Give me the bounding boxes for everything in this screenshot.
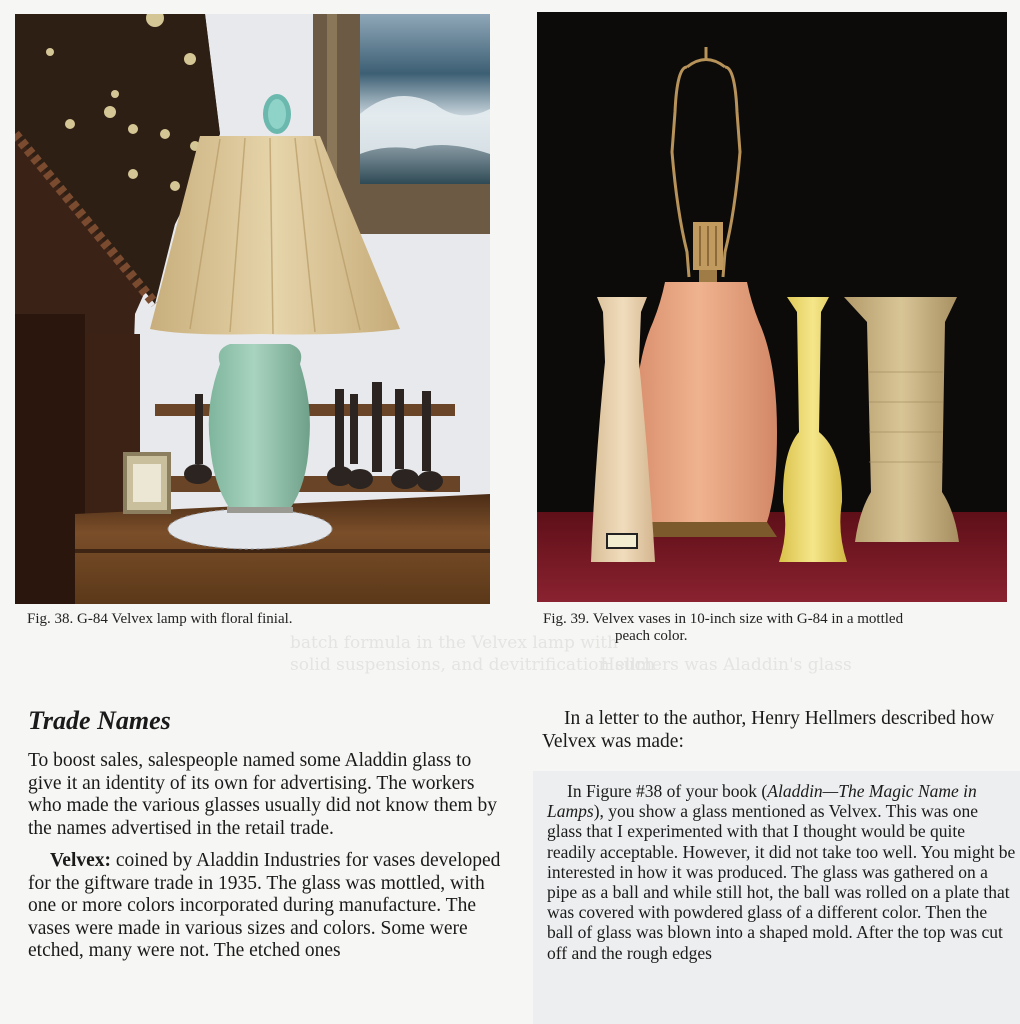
figure-39-caption-line1: Fig. 39. Velvex vases in 10-inch size with G-84 in a mottled <box>543 611 904 627</box>
trade-names-paragraph: To boost sales, salespeople named some Aladdin glass to give it an identity of its own for advertising. The workers who made the various glasses usually did not know them by the names advertised in the retail trade. <box>28 750 498 839</box>
right-column <box>542 708 1012 753</box>
letter-quote-text <box>547 781 1017 963</box>
quote-part-2: ), you show a glass mentioned as Velvex. This was one glass that I experimented with that I thought would be quite readily acceptable. However, it did not take too well. You might be interested in how it was produced. The glass was gathered on a pipe as a ball and while still hot, the ball was rolled on a plate that was covered with powdered glass of a different color. Then the ball of glass was blown into a shaped mold. After the top was cut off and the rough edges <box>547 801 1016 963</box>
figure-39-photo <box>537 12 1007 602</box>
section-heading: Trade Names <box>28 706 171 735</box>
figure-39-caption-line2: peach color. <box>615 628 688 644</box>
velvex-definition-paragraph <box>28 850 508 963</box>
show-through-text: Hellmers was Aladdin's glass <box>600 655 852 675</box>
velvex-term: Velvex: <box>50 850 112 871</box>
show-through-text: batch formula in the Velvex lamp with <box>290 633 619 653</box>
letter-intro-paragraph: In a letter to the author, Henry Hellmers described how Velvex was made: <box>542 708 995 752</box>
figure-39-caption <box>543 611 1013 645</box>
velvex-definition-body: coined by Aladdin Industries for vases developed for the giftware trade in 1935. The glass was mottled, with one or more colors incorporated during manufacture. The vases were made in various sizes and colors. Some were etched, many were not. The etched ones <box>28 850 501 961</box>
velvex-lamp-image <box>15 14 490 604</box>
figure-38-caption: Fig. 38. G-84 Velvex lamp with floral finial. <box>27 611 293 627</box>
left-column <box>28 706 508 963</box>
figure-38-photo <box>15 14 490 604</box>
show-through-text: solid suspensions, and devitrification such <box>290 655 656 675</box>
velvex-vases-image <box>537 12 1007 602</box>
quote-part-1: In Figure #38 of your book ( <box>567 781 768 801</box>
book-title: Aladdin—The Magic Name in Lamps <box>547 781 977 822</box>
